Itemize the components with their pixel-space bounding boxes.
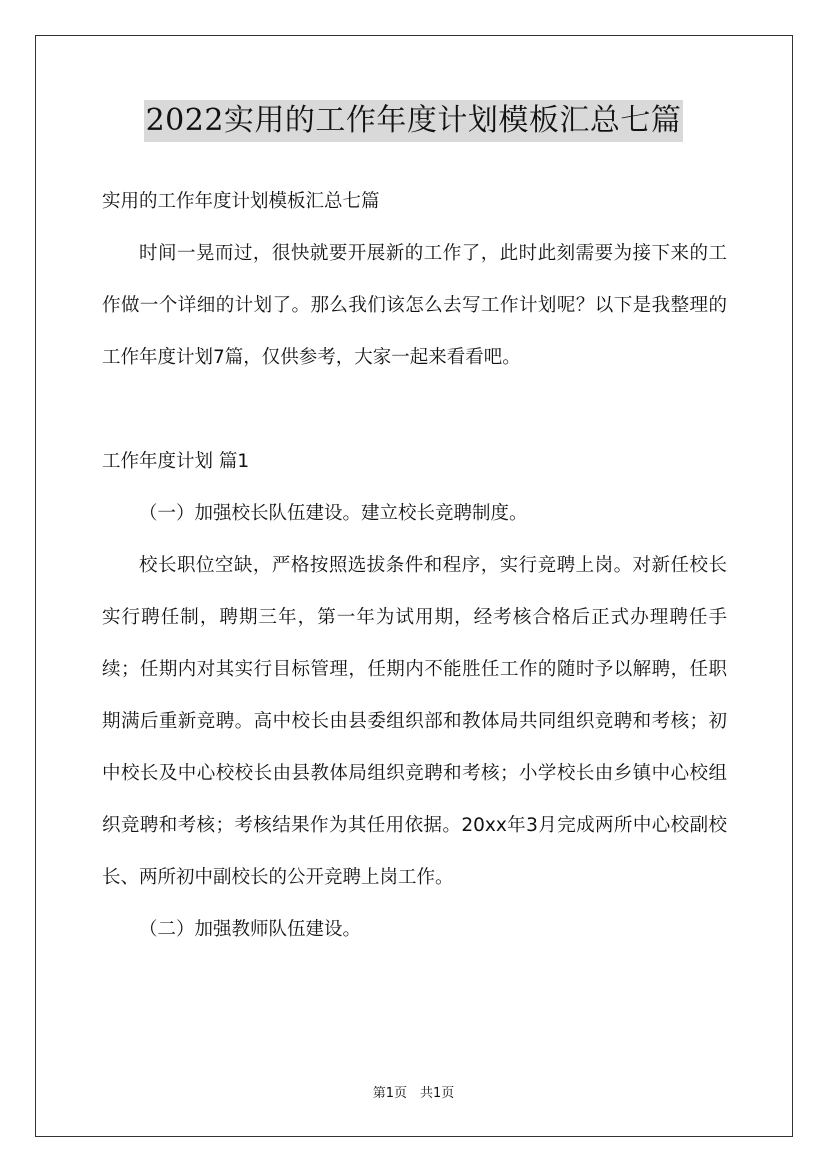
section-heading: 工作年度计划 篇1 bbox=[102, 451, 250, 472]
document-body bbox=[102, 176, 727, 956]
paragraph: 时间一晃而过，很快就要开展新的工作了，此时此刻需要为接下来的工作做一个详细的计划了。那么我们该怎么去写工作计划呢？以下是我整理的工作年度计划7篇，仅供参考，大家一起来看看吧。 bbox=[102, 243, 727, 368]
document-title: 2022实用的工作年度计划模板汇总七篇 bbox=[144, 100, 684, 142]
title-container bbox=[0, 100, 827, 142]
page-footer: 第1页 共1页 bbox=[372, 1086, 455, 1101]
paragraph: （一）加强校长队伍建设。建立校长竞聘制度。 bbox=[139, 503, 528, 524]
paragraph: 实用的工作年度计划模板汇总七篇 bbox=[102, 191, 380, 212]
paragraph: （二）加强教师队伍建设。 bbox=[139, 919, 362, 940]
paragraph: 校长职位空缺，严格按照选拔条件和程序，实行竞聘上岗。对新任校长实行聘任制，聘期三年，第一年为试用期，经考核合格后正式办理聘任手续；任期内对其实行目标管理，任期内不能胜任工作的随时予以解聘，任职期满后重新竞聘。高中校长由县委组织部和教体局共同组织竞聘和考核；初中校长及中心校校长由县教体局组织竞聘和考核；小学校长由乡镇中心校组织竞聘和考核；考核结果作为其任用依据。20xx年3月完成两所中心校副校长、两所初中副校长的公开竞聘上岗工作。 bbox=[102, 555, 727, 888]
